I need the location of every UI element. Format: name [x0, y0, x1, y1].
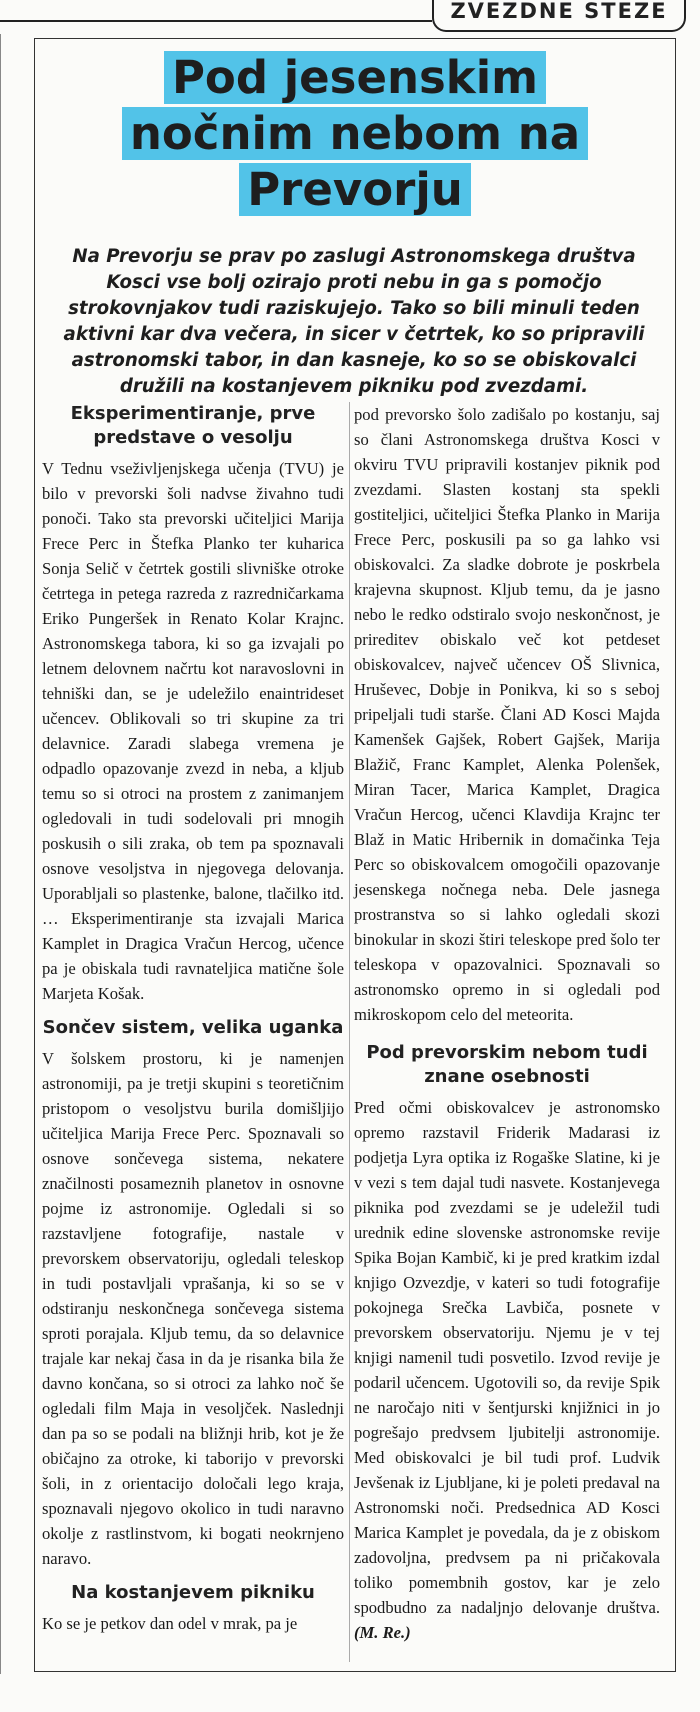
title-line-1: Pod jesenskim: [164, 51, 546, 104]
subheading-experiments: Eksperimentiranje, prve predstave o vesolju: [70, 403, 316, 448]
author-signature: (M. Re.): [354, 1623, 411, 1642]
title-line-2: nočnim nebom na: [122, 107, 588, 160]
article-title: [60, 50, 650, 218]
column-divider: [349, 402, 350, 1662]
subheading-known-persons: Pod prevorskim nebom tudi znane osebnosti: [366, 1042, 648, 1087]
title-line-3: Prevorju: [239, 163, 471, 216]
subheading-chestnut-picnic: Na kostanjevem pikniku: [71, 1582, 315, 1603]
section-tab: ZVEZDNE STEZE: [432, 0, 686, 32]
article-lead: Na Prevorju se prav po zaslugi Astronomskega društva Kosci vse bolj ozirajo proti nebu in ga s pomočjo strokovnjakov tudi raziskujejo. Tako so bili minuli teden aktivni kar dva večera, in sicer v četrtek, ko so pripravili astronomski tabor, in dan kasneje, ko so se obiskovalci družili na kostanjevem pikniku pod zvezdami.: [63, 246, 645, 397]
header-rule: [0, 20, 432, 22]
paragraph-known-persons: [354, 1095, 660, 1645]
column-left: [42, 402, 344, 1636]
paragraph-experiments: V Tednu vseživljenjskega učenja (TVU) je bilo v prevorski šoli nadvse živahno tudi ponoči. Tako sta prevorski učiteljici Marija Frece Perc in Štefka Planko ter kuharica Sonja Selič v četrtek gostili slivniške otroke četrtega in petega razreda z razredničarkama Eriko Pungeršek in Renato Kolar Krajnc. Astronomskega tabora, ki so ga izvajali po letnem delovnem načrtu kot naravoslovni in tehniški dan, se je udeležilo enaintrideset učencev. Oblikovali so tri skupine za tri delavnice. Zaradi slabega vremena je odpadlo opazovanje zvezd in neba, a kljub temu so si otroci na prostem z zanimanjem ogledovali in tudi sodelovali pri mnogih poskusih o sili zraka, ob tem pa spoznavali osnove vesoljstva in njegovega delovanja. Uporabljali so plastenke, balone, tlačilko itd. … Eksperimentiranje sta izvajali Marica Kamplet in Dragica Vračun Hercog, učence pa je obiskala tudi ravnateljica matične šole Marjeta Košak.: [42, 459, 344, 1003]
paragraph-chestnut-picnic-cont: pod prevorsko šolo zadišalo po kostanju, saj so člani Astronomskega društva Kosci v okviru TVU pripravili kostanjev piknik pod zvezdami. Slasten kostanj sta spekli gostiteljici, učiteljici Štefka Planko in Marija Frece Perc, poskusili pa so ga lahko vsi obiskovalci. Za sladke dobrote je poskrbela krajevna skupnost. Kljub temu, da je jasno nebo le redko odstiralo svojo neskončnost, je prireditev obiskalo več kot petdeset obiskovalcev, največ učencev OŠ Slivnica, Hruševec, Dobje in Ponikva, ki so s seboj pripeljali tudi starše. Člani AD Kosci Majda Kamenšek Gajšek, Robert Gajšek, Marija Blažič, Franc Kamplet, Alenka Polenšek, Miran Tacer, Marica Kamplet, Dragica Vračun Hercog, učenci Klavdija Krajnc ter Blaž in Matic Hribernik in domačinka Teja Perc so obiskovalcem omogočili opazovanje jesenskega nočnega neba. Dele jasnega prostranstva so si lahko ogledali skozi binokular in skozi štiri teleskope pred šolo ter teleskopa v opazovalnici. Spoznavali so astronomsko opremo in si ogledali pod mikroskopom celo del meteorita.: [354, 405, 660, 1024]
paragraph-solar-system: V šolskem prostoru, ki je namenjen astronomiji, pa je tretji skupini s teoretičnim pristopom o vesoljstvu burila domišljijo učiteljica Marija Frece Perc. Spoznavali so osnove sončevega sistema, nekatere značilnosti posameznih planetov in osnovne pojme iz astronomije. Ogledali si so razstavljene fotografije, nastale v prevorskem observatoriju, ogledali teleskop in tudi postavljali vprašanja, ki so se v odstiranju neskončnega sončevega sistema sproti porajala. Kljub temu, da so delavnice trajale kar nekaj časa in da je risanka bila že davno končana, so si otroci za lahko noč še ogledali film Maja in vesoljček. Naslednji dan pa so se podali na bližnji hrib, kot je že običajno za otroke, ki taborijo v prevorski šoli, in z orientacijo določali lego kraja, spoznavali njegovo okolico in tudi naravno okolje z rastlinstvom, ki bogati neokrnjeno naravo.: [42, 1049, 344, 1568]
subheading-solar-system: Sončev sistem, velika uganka: [42, 1017, 344, 1038]
column-right: [354, 402, 660, 1645]
page-edge-rule: [0, 34, 1, 1674]
paragraph-chestnut-picnic-start: Ko se je petkov dan odel v mrak, pa je: [42, 1614, 298, 1633]
paragraph-known-persons-text: Pred očmi obiskovalcev je astronomsko opremo razstavil Friderik Madarasi iz podjetja Lyra optika iz Rogaške Slatine, ki je v vezi s tem dajal tudi nasvete. Kostanjevega piknika pod zvezdami se je udeležil tudi urednik edine slovenske astronomske revije Spika Bojan Kambič, ki je pred kratkim izdal knjigo Ozvezdje, v kateri so tudi fotografije pokojnega Srečka Lavbiča, posnete v prevorskem observatoriju. Njemu je v tej knjigi namenil tudi posvetilo. Izvod revije je podaril učencem. Ugotovili so, da revije Spik ne naročajo niti v šentjurski knjižnici in jo pogrešajo predvsem ljubitelji astronomije. Med obiskovalci je bil tudi prof. Ludvik Jevšenak iz Ljubljane, ki je poleti predaval na Astronomski noči. Predsednica AD Kosci Marica Kamplet je povedala, da je z obiskom zadovoljna, predvsem pa ni pričakovala toliko pomembnih gostov, kar je zelo spodbudno za nadaljnjo delovanje društva.: [354, 1098, 660, 1617]
